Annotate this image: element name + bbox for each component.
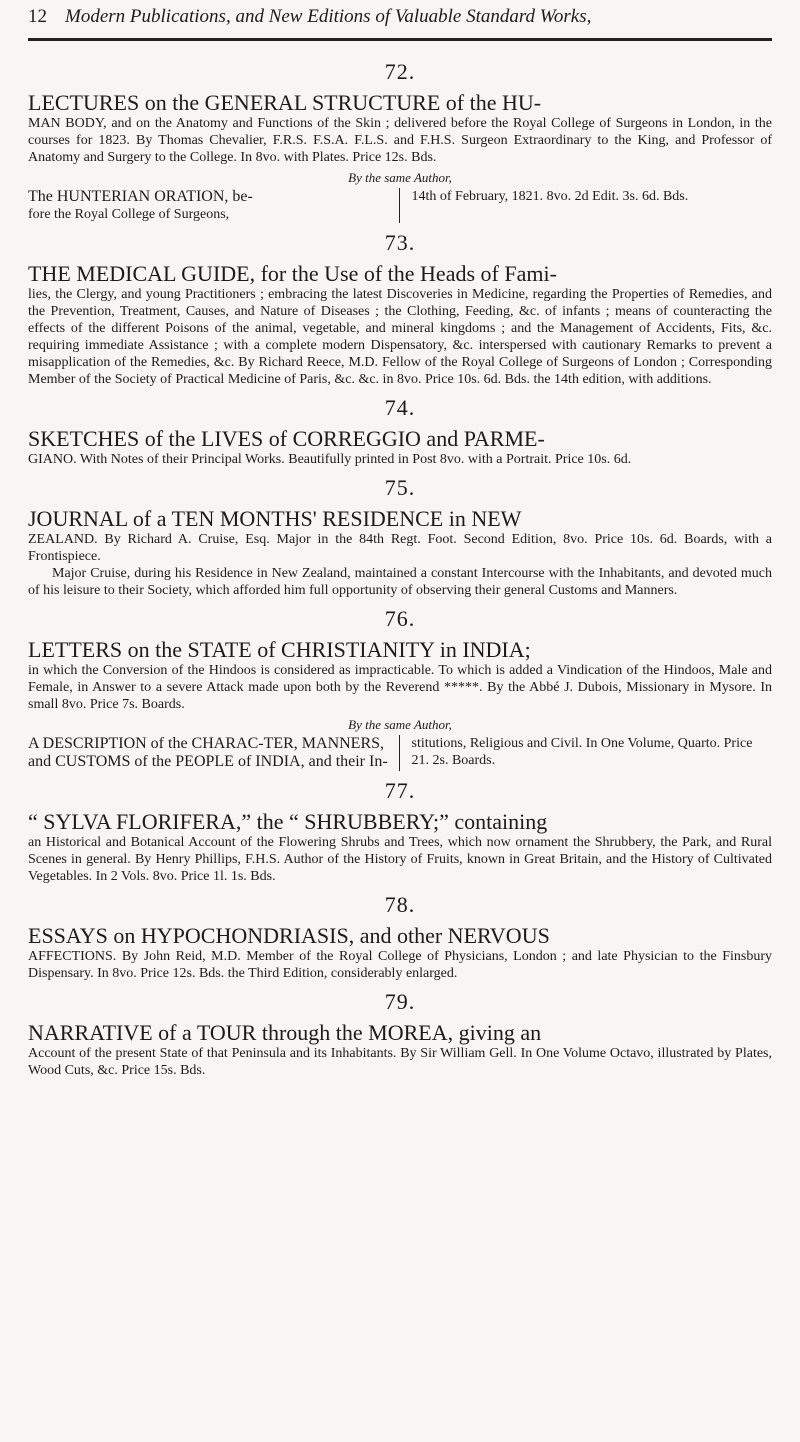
entry-73: [28, 229, 772, 388]
entry-76: [28, 605, 772, 771]
entry-74: [28, 394, 772, 468]
right-column-text: stitutions, Religious and Civil. In One Volume, Quarto. Price 21. 2s. Boards.: [411, 736, 753, 768]
two-column-block: [28, 735, 772, 771]
entry-text: an Historical and Botanical Account of the Flowering Shrubs and Trees, which now ornament the Shrubbery, the Park, and Rural Scenes in general. By Henry Phillips, F.H.S. Author of the History of Fruits, known in Great Britain, and the History of Cultivated Vegetables. In 2 Vols. 8vo. Price 1l. 1s. Bds.: [28, 835, 772, 884]
entry-number: 78.: [384, 892, 416, 917]
entry-text-second-paragraph: Major Cruise, during his Residence in New Zealand, maintained a constant Intercourse with the Inhabitants, and devoted much of his leisure to their Society, which afforded him full opportunity of observing their general Customs and Manners.: [28, 566, 772, 598]
entry-text: GIANO. With Notes of their Principal Works. Beautifully printed in Post 8vo. with a Portrait. Price 10s. 6d.: [28, 452, 632, 467]
entry-text: AFFECTIONS. By John Reid, M.D. Member of the Royal College of Physicians, London ; and late Physician to the Finsbury Dispensary. In 8vo. Price 12s. Bds. the Third Edition, considerably enlarged.: [28, 949, 772, 981]
entry-title: “ SYLVA FLORIFERA,” the “ SHRUBBERY;” containing: [28, 809, 548, 834]
right-column: [400, 188, 773, 223]
entry-title: SKETCHES of the LIVES of CORREGGIO and PARME-: [28, 426, 545, 451]
right-column: [400, 735, 773, 771]
entry-72: [28, 58, 772, 223]
entry-number: 73.: [384, 230, 416, 255]
left-column: [28, 735, 400, 771]
right-column-text: 14th of February, 1821. 8vo. 2d Edit. 3s. 6d. Bds.: [411, 189, 689, 204]
running-head: [28, 2, 772, 32]
left-column-title: A DESCRIPTION of the CHARAC-TER, MANNERS, and CUSTOMS of the PEOPLE of INDIA, and their In-: [28, 735, 388, 770]
left-column-title: The HUNTERIAN ORATION, be-: [28, 188, 253, 205]
left-column: [28, 188, 400, 223]
same-author-note: By the same Author,: [348, 170, 452, 185]
entry-number: 72.: [384, 59, 416, 84]
entry-text: MAN BODY, and on the Anatomy and Functions of the Skin ; delivered before the Royal College of Surgeons in London, in the courses for 1823. By Thomas Chevalier, F.R.S. F.S.A. F.L.S. and F.H.S. Surgeon Extraordinary to the King, and Professor of Anatomy and Surgery to the College. In 8vo. with Plates. Price 12s. Bds.: [28, 116, 772, 165]
header-rule: [28, 38, 772, 41]
entry-number: 75.: [384, 475, 416, 500]
same-author-note: By the same Author,: [348, 717, 452, 732]
entry-number: 79.: [384, 989, 416, 1014]
entry-number: 77.: [384, 778, 416, 803]
entry-77: [28, 777, 772, 885]
entry-text: ZEALAND. By Richard A. Cruise, Esq. Major in the 84th Regt. Foot. Second Edition, 8vo. Price 10s. 6d. Boards, with a Frontispiece.: [28, 532, 772, 564]
entry-title: THE MEDICAL GUIDE, for the Use of the Heads of Fami-: [28, 261, 557, 286]
entry-title: NARRATIVE of a TOUR through the MOREA, giving an: [28, 1020, 542, 1045]
entry-title: ESSAYS on HYPOCHONDRIASIS, and other NERVOUS: [28, 923, 550, 948]
entry-number: 76.: [384, 606, 416, 631]
left-column-text: fore the Royal College of Surgeons,: [28, 207, 230, 222]
entry-number: 74.: [384, 395, 416, 420]
entry-text: Account of the present State of that Peninsula and its Inhabitants. By Sir William Gell. In One Volume Octavo, illustrated by Plates, Wood Cuts, &c. Price 15s. Bds.: [28, 1046, 772, 1078]
page-number: 12: [28, 6, 47, 27]
entry-list: [28, 54, 772, 1085]
entry-75: [28, 474, 772, 599]
entry-title: JOURNAL of a TEN MONTHS' RESIDENCE in NEW: [28, 506, 522, 531]
entry-title: LETTERS on the STATE of CHRISTIANITY in INDIA;: [28, 637, 531, 662]
entry-78: [28, 891, 772, 982]
entry-text: lies, the Clergy, and young Practitioners ; embracing the latest Discoveries in Medicine, regarding the Properties of Remedies, and the Prevention, Treatment, Causes, and Nature of Diseases ; the Clothing, Feeding, &c. of infants ; means of counteracting the effects of the different Poisons of the animal, vegetable, and mineral kingdoms ; and the Management of Accidents, Fits, &c. requiring immediate Assistance ; with a complete modern Dispensatory, &c. interspersed with cautionary Remarks to prevent a misapplication of the Remedies, &c. By Richard Reece, M.D. Fellow of the Royal College of Surgeons of London ; Corresponding Member of the Society of Practical Medicine of Paris, &c. &c. in 8vo. Price 10s. 6d. Bds. the 14th edition, with additions.: [28, 287, 772, 387]
entry-79: [28, 988, 772, 1079]
entry-title: LECTURES on the GENERAL STRUCTURE of the HU-: [28, 90, 542, 115]
entry-text: in which the Conversion of the Hindoos is considered as impracticable. To which is added a Vindication of the Hindoos, Male and Female, in Answer to a severe Attack made upon both by the Reverend *****. By the Abbé J. Dubois, Missionary in Mysore. In small 8vo. Price 7s. Boards.: [28, 663, 772, 712]
running-title: Modern Publications, and New Editions of Valuable Standard Works,: [65, 6, 592, 27]
two-column-block: [28, 188, 772, 223]
